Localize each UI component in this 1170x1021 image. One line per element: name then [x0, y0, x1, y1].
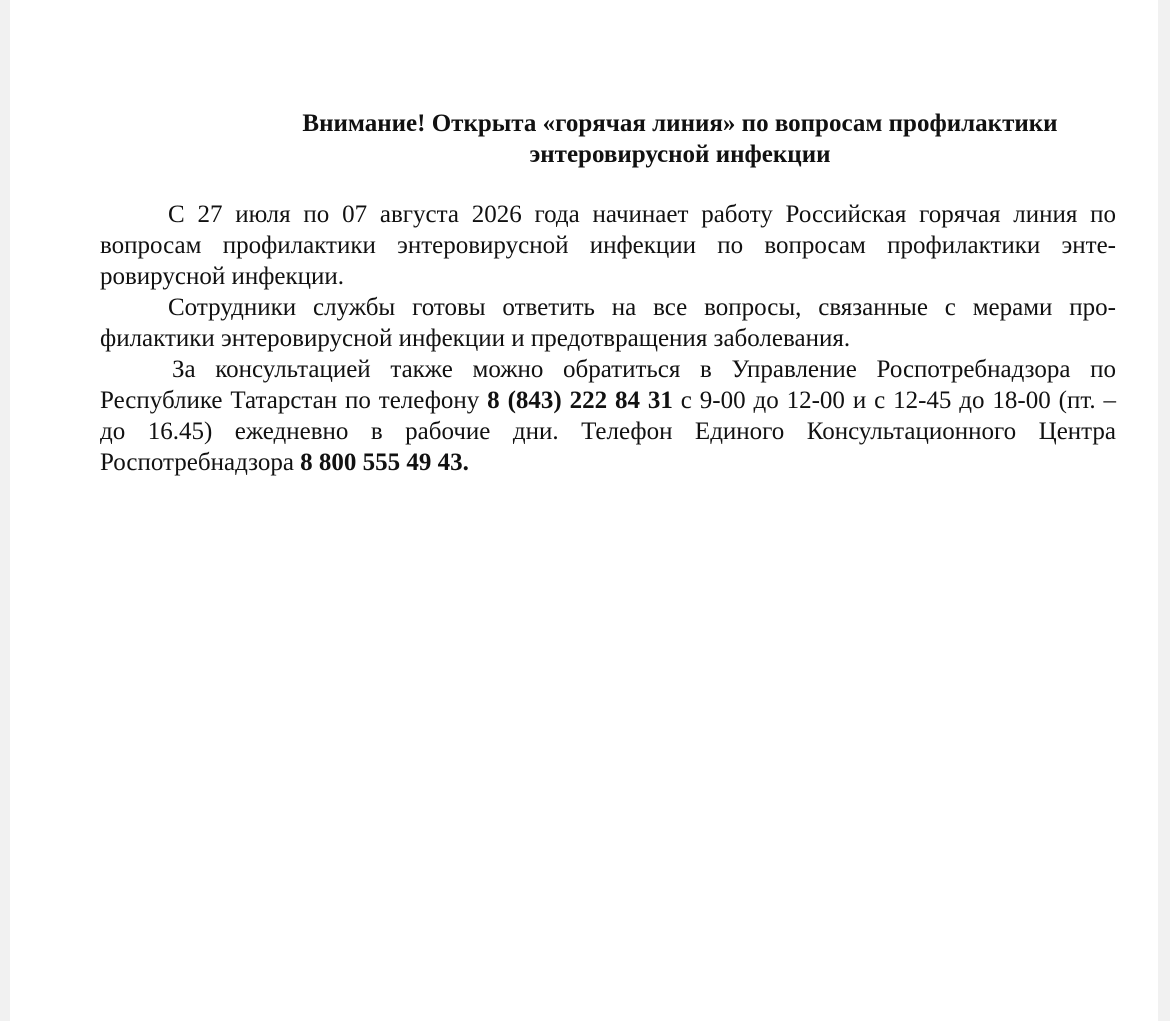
paragraph-consultation — [100, 354, 1116, 478]
title-line-2: энтеровирусной инфекции — [529, 141, 831, 168]
federal-phone: 8 800 555 49 43. — [300, 449, 469, 476]
document-body — [100, 108, 1116, 478]
title-spacer — [100, 170, 1116, 199]
document-page — [10, 0, 1158, 1021]
regional-phone: 8 (843) 222 84 31 — [487, 387, 673, 414]
paragraph-dates: С 27 июля по 07 августа 2026 года начинает работу Российская горячая линия по вопросам профилактики энтеровирусной инфекции по вопросам профилактики энтеровирусной инфекции. — [100, 201, 1116, 290]
document-title — [100, 108, 1116, 170]
paragraph-staff: Сотрудники службы готовы ответить на все вопросы, связанные с мерами профилактики энтеровирусной инфекции и предотвращения заболевания. — [100, 294, 1116, 352]
consultation-text-1: За консультацией также можно обратиться в Управление Роспотребнадзора по Республике Татарстан по телефону — [100, 356, 1116, 414]
title-line-1: Внимание! Открыта «горячая линия» по вопросам профилактики — [302, 110, 1058, 137]
consultation-text-2: с 9-00 до 12-00 и с 12-45 до 18-00 (пт. – до 16.45) ежедневно в рабочие дни. Телефон Единого Консультационного Центра Роспотребнадзора — [100, 387, 1117, 476]
